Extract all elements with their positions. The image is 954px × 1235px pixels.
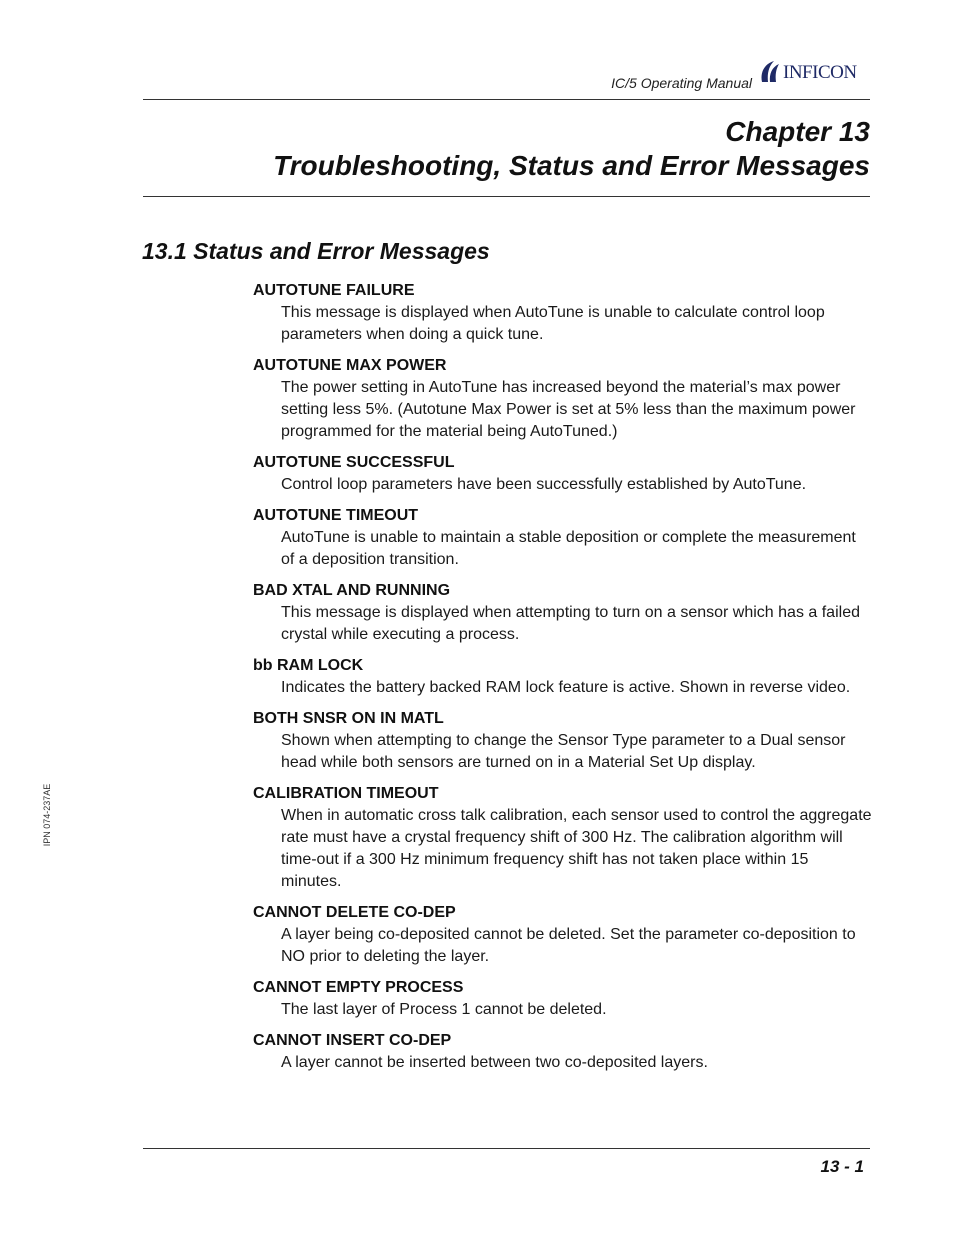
- message-description: The last layer of Process 1 cannot be deleted.: [281, 1001, 607, 1018]
- footer-divider: [143, 1148, 870, 1149]
- logo-text: INFICON: [783, 62, 857, 83]
- message-item: [253, 977, 873, 1021]
- message-term: bb RAM LOCK: [253, 657, 364, 674]
- message-description: This message is displayed when AutoTune is unable to calculate control loop parameters when doing a quick tune.: [281, 304, 825, 343]
- manual-title: IC/5 Operating Manual: [611, 75, 752, 91]
- message-item: [253, 708, 873, 774]
- message-description: When in automatic cross talk calibration, each sensor used to control the aggregate rate must have a crystal frequency shift of 300 Hz. The calibration algorithm will time-out if a 300 Hz minimum frequency shift has not taken place within 15 minutes.: [281, 807, 872, 890]
- message-description: A layer being co-deposited cannot be deleted. Set the parameter co-deposition to NO prior to deleting the layer.: [281, 926, 856, 965]
- message-item: [253, 452, 873, 496]
- inficon-logo-mark-icon: [759, 59, 781, 83]
- chapter-divider: [143, 196, 870, 197]
- message-description: AutoTune is unable to maintain a stable deposition or complete the measurement of a deposition transition.: [281, 529, 856, 568]
- chapter-title: Troubleshooting, Status and Error Messages: [273, 150, 870, 181]
- message-term: AUTOTUNE FAILURE: [253, 282, 415, 299]
- message-description: A layer cannot be inserted between two co-deposited layers.: [281, 1054, 708, 1071]
- message-description: Control loop parameters have been successfully established by AutoTune.: [281, 476, 807, 493]
- message-item: [253, 580, 873, 646]
- message-term: CALIBRATION TIMEOUT: [253, 785, 439, 802]
- message-term: CANNOT EMPTY PROCESS: [253, 979, 464, 996]
- section-heading: 13.1 Status and Error Messages: [142, 238, 490, 264]
- message-description: The power setting in AutoTune has increased beyond the material’s max power setting less 5%. (Autotune Max Power is set at 5% less than the maximum power programmed for the material being AutoTuned.): [281, 379, 856, 440]
- ipn-label: IPN 074-237AE: [42, 783, 52, 847]
- message-term: CANNOT INSERT CO-DEP: [253, 1032, 452, 1049]
- message-description: This message is displayed when attempting to turn on a sensor which has a failed crystal while executing a process.: [281, 604, 860, 643]
- header-divider: [143, 99, 870, 100]
- message-item: [253, 655, 873, 699]
- message-term: AUTOTUNE TIMEOUT: [253, 507, 419, 524]
- message-item: [253, 902, 873, 968]
- message-item: [253, 783, 873, 893]
- message-item: [253, 1030, 873, 1074]
- message-term: AUTOTUNE SUCCESSFUL: [253, 454, 455, 471]
- message-description: Shown when attempting to change the Sensor Type parameter to a Dual sensor head while both sensors are turned on in a Material Set Up display.: [281, 732, 846, 771]
- message-list: [253, 280, 873, 1083]
- message-item: [253, 280, 873, 346]
- message-item: [253, 355, 873, 443]
- page-number: 13 - 1: [820, 1157, 864, 1176]
- message-term: AUTOTUNE MAX POWER: [253, 357, 447, 374]
- chapter-number: Chapter 13: [725, 116, 870, 147]
- message-term: BOTH SNSR ON IN MATL: [253, 710, 444, 727]
- message-term: CANNOT DELETE CO-DEP: [253, 904, 456, 921]
- inficon-logo: [759, 58, 874, 86]
- message-item: [253, 505, 873, 571]
- message-description: Indicates the battery backed RAM lock feature is active. Shown in reverse video.: [281, 679, 851, 696]
- message-term: BAD XTAL AND RUNNING: [253, 582, 451, 599]
